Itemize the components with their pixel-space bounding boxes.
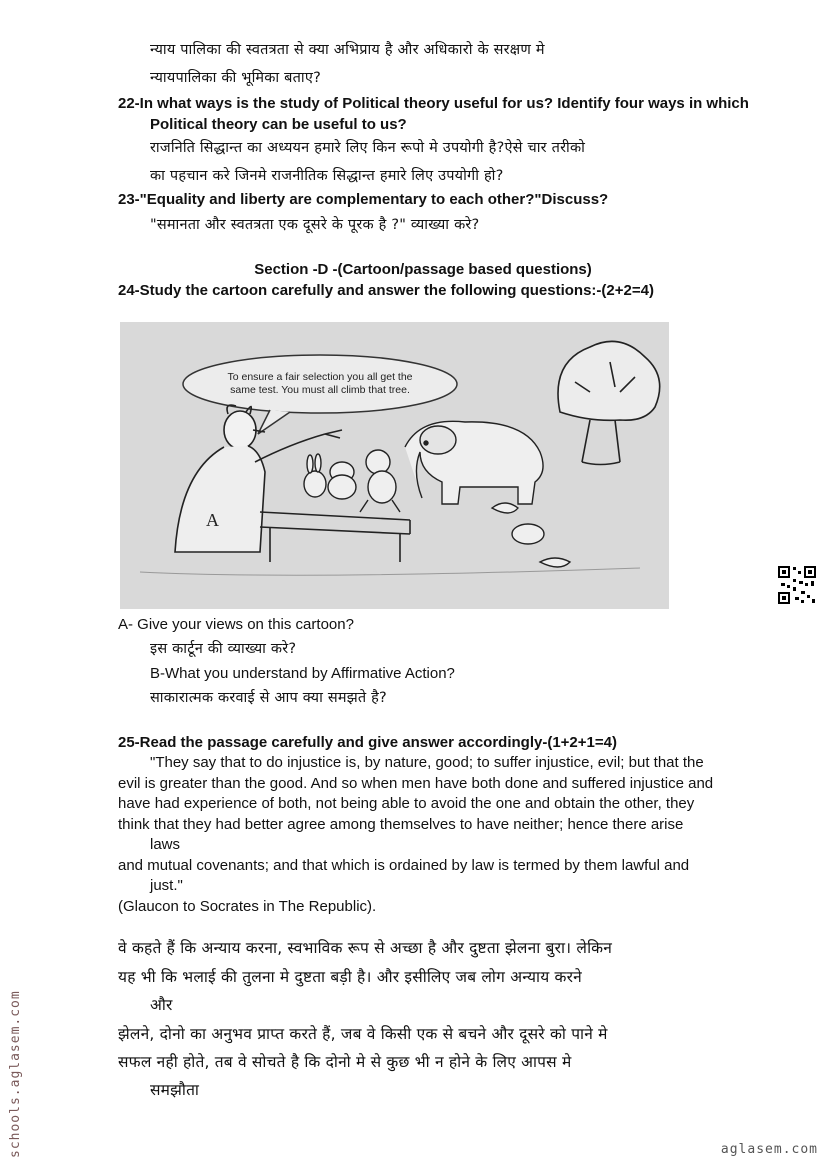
qr-code-icon — [777, 565, 817, 605]
q25-hindi-line-1: वे कहते हैं कि अन्याय करना, स्वभाविक रूप से अच्छा है और दुष्टता झेलना बुरा। लेकिन — [118, 939, 612, 957]
q25-passage-line-6: and mutual covenants; and that which is ordained by law is termed by them lawful and — [118, 857, 690, 874]
footer-watermark: aglasem.com — [720, 1142, 818, 1157]
q25-hindi-line-4: झेलने, दोनो का अनुभव प्राप्त करते हैं, जब वे किसी एक से बचने और दूसरे को पाने मे — [118, 1025, 608, 1043]
q23-english: 23-"Equality and liberty are complementary to each other?"Discuss? — [118, 191, 609, 208]
figure-letter: A — [206, 510, 219, 530]
q25-hindi-line-5: सफल नही होते, तब वे सोचते है कि दोनो मे से कुछ भी न होने के लिए आपस मे — [118, 1053, 572, 1071]
section-d-title: Section -D -(Cartoon/passage based questions) — [254, 261, 592, 278]
q25-hindi-line-6: समझौता — [150, 1081, 200, 1099]
q25-passage-line-5: laws — [150, 836, 181, 853]
q25-passage-line-4: think that they had better agree among themselves to have neither; hence there arise — [118, 816, 684, 833]
cartoon-drawing — [120, 322, 669, 609]
q24-b-english: B-What you understand by Affirmative Action? — [150, 665, 455, 682]
q25-passage-line-3: have had experience of both, not being able to avoid the one and obtain the other, they — [118, 795, 695, 812]
q22-english-line-1: 22-In what ways is the study of Political theory useful for us? Identify four ways in which — [118, 95, 749, 112]
q25-hindi-line-2: यह भी कि भलाई की तुलना मे दुष्टता बड़ी है। और इसीलिए जब लोग अन्याय करने — [118, 968, 582, 986]
q23-hindi: "समानता और स्वतत्रता एक दूसरे के पूरक है ?" व्याख्या करे? — [150, 217, 480, 233]
q24-a-hindi: इस कार्टून की व्याख्या करे? — [150, 641, 297, 657]
q22-english-line-2: Political theory can be useful to us? — [150, 116, 407, 133]
q21-hindi-line-2: न्यायपालिका की भूमिका बताए? — [150, 70, 321, 86]
speech-text-line-2: same test. You must all climb that tree. — [230, 384, 410, 396]
q25-source: (Glaucon to Socrates in The Republic). — [118, 898, 377, 915]
q24-prompt: 24-Study the cartoon carefully and answer the following questions:-(2+2=4) — [118, 282, 654, 299]
q25-passage-line-7: just." — [150, 877, 183, 894]
q24-a-english: A- Give your views on this cartoon? — [118, 616, 354, 633]
q22-hindi-line-2: का पहचान करे जिनमे राजनीतिक सिद्धान्त हमारे लिए उपयोगी हो? — [150, 168, 504, 184]
speech-text-line-1: To ensure a fair selection you all get the — [227, 371, 413, 383]
q25-passage-line-1: "They say that to do injustice is, by nature, good; to suffer injustice, evil; but that the — [150, 754, 704, 771]
cartoon-image — [120, 322, 669, 609]
q22-hindi-line-1: राजनिति सिद्धान्त का अध्ययन हमारे लिए किन रूपो मे उपयोगी है?ऐसे चार तरीको — [150, 140, 586, 156]
q21-hindi-line-1: न्याय पालिका की स्वतत्रता से क्या अभिप्राय है और अधिकारो के सरक्षण मे — [150, 42, 545, 58]
q25-prompt: 25-Read the passage carefully and give answer accordingly-(1+2+1=4) — [118, 734, 617, 751]
side-watermark: schools.aglasem.com — [8, 990, 23, 1158]
q25-passage-line-2: evil is greater than the good. And so when men have both done and suffered injustice and — [118, 775, 714, 792]
q24-b-hindi: साकारात्मक करवाई से आप क्या समझते है? — [150, 690, 387, 706]
q25-hindi-line-3: और — [150, 996, 173, 1014]
